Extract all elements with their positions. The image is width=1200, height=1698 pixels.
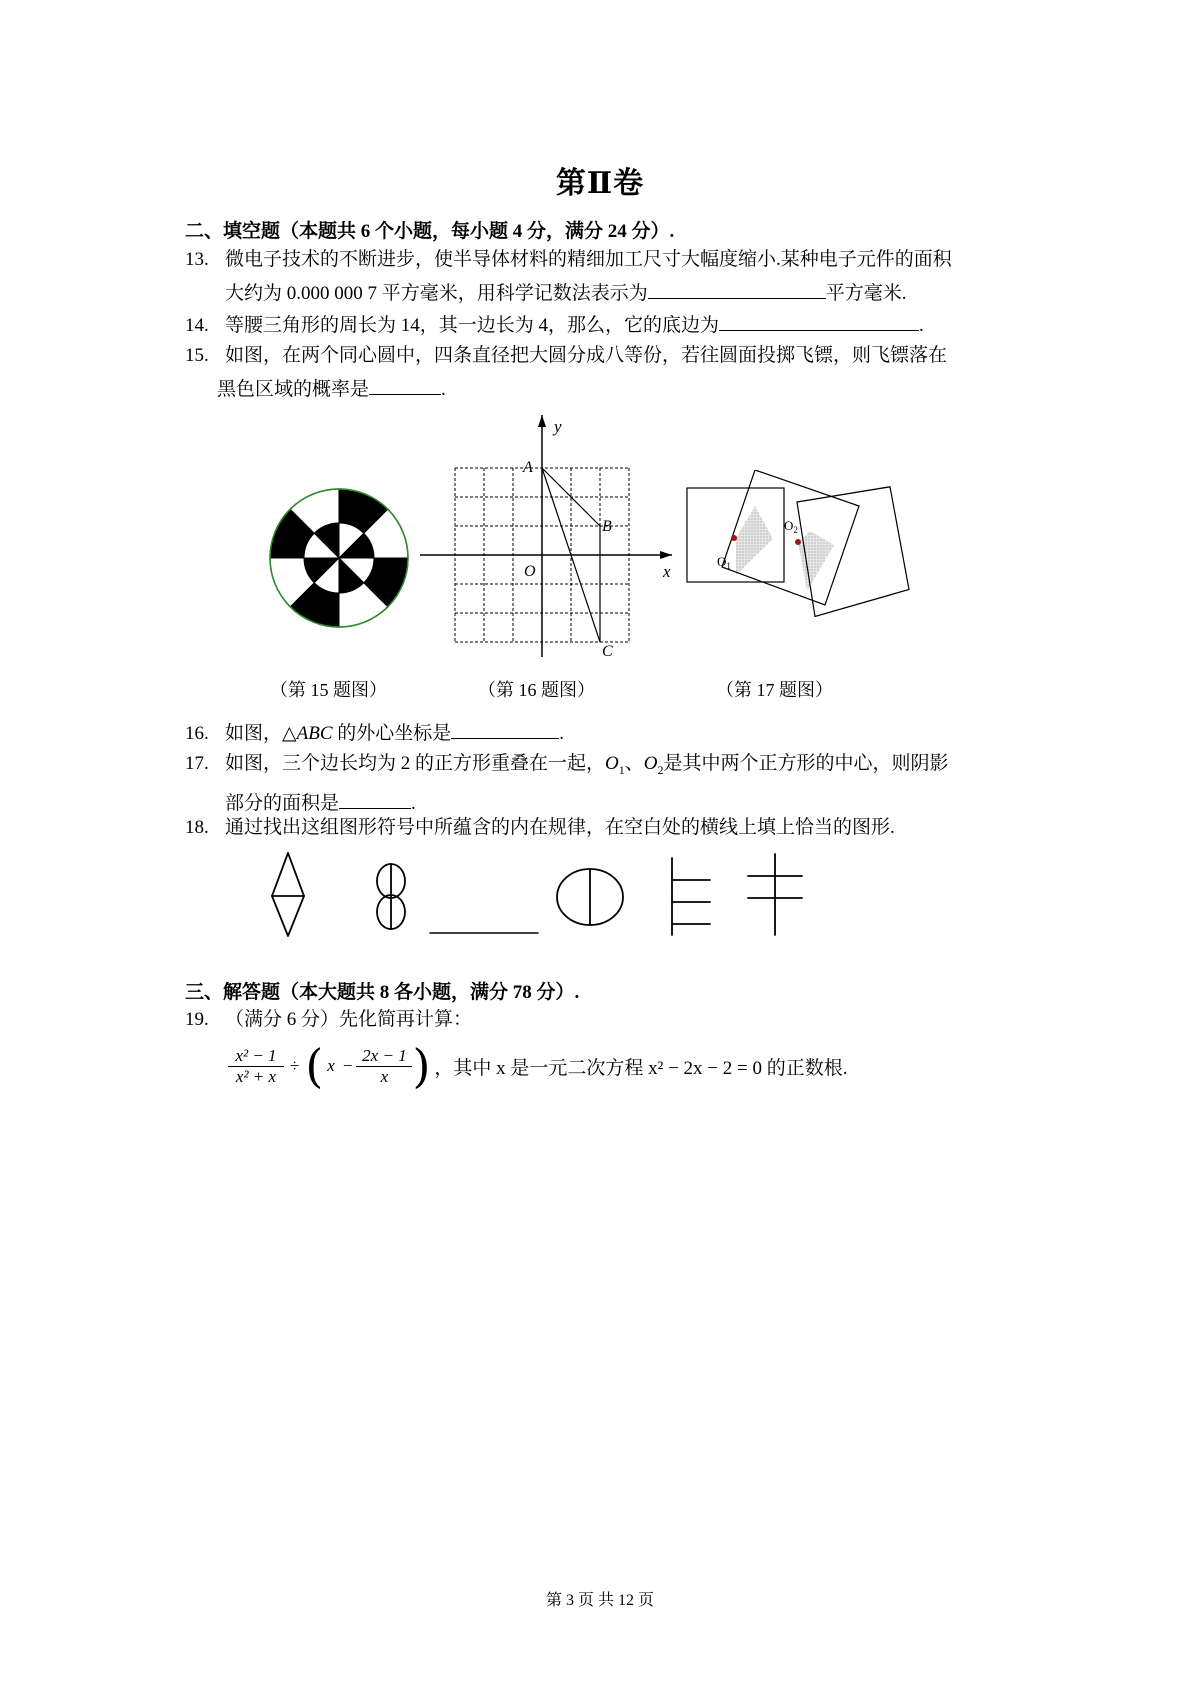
question-13	[185, 244, 1035, 310]
question-text: 部分的面积是	[225, 792, 340, 814]
question-text: 如图，三个边长均为 2 的正方形重叠在一起，	[225, 753, 606, 774]
question-text: .	[441, 379, 446, 400]
separator: 、	[624, 753, 644, 774]
q19-expression	[228, 1038, 847, 1094]
minus-sign: −	[342, 1056, 353, 1075]
question-18	[185, 812, 1035, 844]
page-footer: 第 3 页 共 12 页	[545, 1592, 654, 1609]
right-paren: )	[412, 1039, 431, 1093]
fraction-2-denominator: x	[380, 1066, 389, 1086]
divide-sign: ÷	[290, 1056, 300, 1075]
fraction-1-numerator: x² − 1	[235, 1045, 277, 1065]
point-b-label: B	[602, 518, 612, 535]
o1-subscript: 1	[618, 762, 625, 777]
x-axis-label: x	[663, 562, 671, 581]
figure-17-squares	[682, 470, 922, 630]
fraction-1-denominator: x² + x	[235, 1066, 277, 1086]
question-text: 如图，△	[225, 723, 297, 744]
question-text: 黑色区域的概率是	[217, 379, 370, 400]
fraction-1	[228, 1046, 284, 1087]
symbol-gan	[748, 854, 802, 935]
question-text: 的外心坐标是	[332, 723, 452, 744]
question-text: 大约为 0.000 000 7 平方毫米，用科学记数法表示为	[225, 283, 648, 304]
question-14	[185, 308, 1035, 342]
answer-blank[interactable]	[719, 308, 919, 331]
figure-18-symbols	[270, 850, 830, 940]
answer-blank[interactable]	[339, 786, 411, 809]
question-number: 14.	[185, 315, 209, 336]
question-text: .	[919, 315, 924, 336]
caption-figure-16: （第 16 题图）	[478, 680, 595, 700]
question-text: （满分 6 分）先化简再计算：	[225, 1009, 473, 1030]
point-c-label: C	[602, 643, 613, 657]
fraction-2	[356, 1046, 412, 1087]
section-3-heading: 三、解答题（本大题共 8 各小题，满分 78 分）.	[185, 982, 580, 1003]
variable-x: x	[327, 1056, 335, 1075]
symbol-diamond	[272, 853, 304, 936]
left-paren: (	[305, 1039, 324, 1093]
question-number: 13.	[185, 249, 209, 270]
question-number: 17.	[185, 753, 209, 774]
question-19	[185, 1004, 1035, 1036]
question-text: 平方毫米.	[825, 283, 907, 304]
figure-15-target	[268, 487, 410, 629]
question-text: 微电子技术的不断进步，使半导体材料的精细加工尺寸大幅度缩小.某种电子元件的面积	[225, 249, 952, 270]
y-axis-label: y	[554, 417, 562, 436]
question-15	[185, 340, 1035, 406]
answer-blank[interactable]	[648, 276, 826, 299]
triangle-name: ABC	[296, 723, 333, 744]
section-2-heading: 二、填空题（本题共 6 个小题，每小题 4 分，满分 24 分）.	[185, 221, 675, 242]
question-17	[185, 748, 1035, 820]
question-text: .	[559, 723, 565, 744]
question-16	[185, 716, 1035, 750]
page-title: 第Ⅱ卷	[555, 167, 645, 200]
o1-label: $O_1$	[717, 554, 731, 571]
question-number: 16.	[185, 723, 209, 744]
answer-blank[interactable]	[369, 372, 441, 395]
question-text: .	[411, 792, 416, 814]
question-text: 是其中两个正方形的中心，则阴影	[663, 753, 949, 774]
figure-16-grid	[420, 412, 680, 657]
answer-blank[interactable]	[451, 716, 559, 739]
symbol-eight	[377, 864, 405, 929]
question-text: 如图，在两个同心圆中，四条直径把大圆分成八等份，若往圆面投掷飞镖，则飞镖落在	[225, 345, 948, 366]
o2-symbol: O	[643, 753, 658, 774]
o2-label: $O_2$	[784, 518, 798, 535]
point-a-label: A	[523, 459, 533, 476]
symbol-circle-divided	[557, 869, 623, 925]
question-number: 15.	[185, 345, 209, 366]
question-number: 18.	[185, 817, 209, 838]
o2-subscript: 2	[657, 762, 664, 777]
question-text: 等腰三角形的周长为 14，其一边长为 4，那么，它的底边为	[225, 315, 720, 336]
origin-label: O	[524, 563, 536, 580]
fraction-2-numerator: 2x − 1	[362, 1045, 407, 1065]
o1-symbol: O	[605, 753, 619, 774]
symbol-e-shape	[672, 858, 710, 935]
caption-figure-17: （第 17 题图）	[716, 680, 833, 700]
question-number: 19.	[185, 1009, 209, 1030]
question-text: 通过找出这组图形符号中所蕴含的内在规律，在空白处的横线上填上恰当的图形.	[225, 817, 895, 838]
question-text: ，其中 x 是一元二次方程 x² − 2x − 2 = 0 的正数根.	[434, 1057, 848, 1079]
caption-figure-15: （第 15 题图）	[270, 680, 387, 700]
